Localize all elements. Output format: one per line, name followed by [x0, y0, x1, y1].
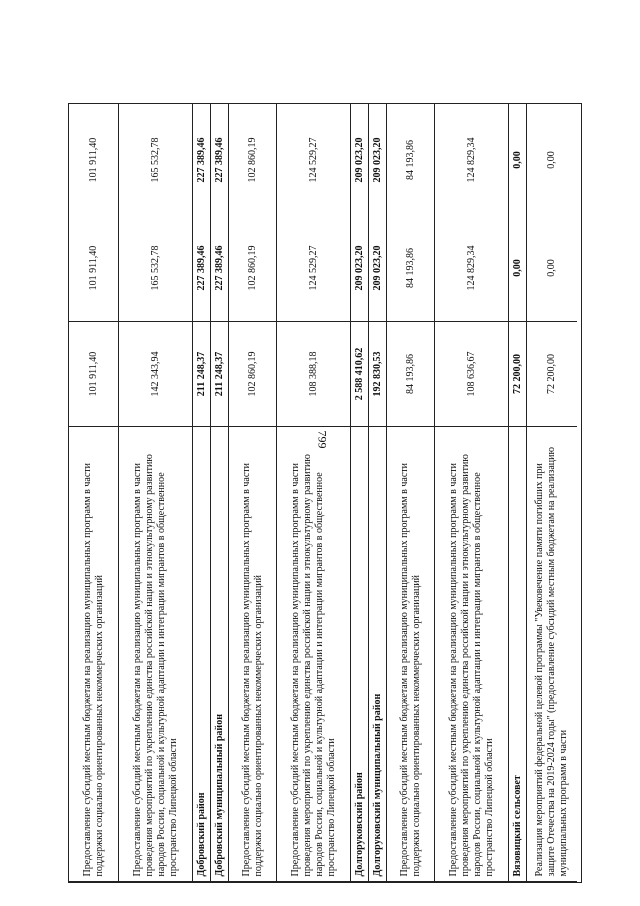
- value-2022: [527, 322, 577, 427]
- value-2023: [509, 215, 526, 322]
- table-row: [69, 104, 119, 882]
- row-label: [387, 427, 434, 882]
- value-2022-text: 72 200,00: [511, 354, 523, 394]
- value-2024: [509, 104, 526, 215]
- value-2024: [119, 104, 192, 215]
- value-2023-text: 209 023,20: [353, 245, 365, 291]
- value-2022-text: 142 343,94: [149, 351, 161, 397]
- value-2022-text: 2 588 410,62: [353, 347, 365, 401]
- value-2023: [435, 215, 508, 322]
- table-row: [369, 104, 387, 882]
- value-2024-text: 0,00: [511, 150, 523, 169]
- value-2024-text: 102 860,19: [246, 137, 258, 182]
- value-2022: [387, 322, 434, 427]
- value-2023: [193, 215, 210, 322]
- value-2022-text: 72 200,00: [546, 354, 557, 394]
- row-label: [229, 427, 276, 882]
- value-2022: [119, 322, 192, 427]
- table-row: [193, 104, 211, 882]
- budget-table: [68, 103, 582, 883]
- value-2022: [351, 322, 368, 427]
- value-2024-text: 227 389,46: [195, 137, 207, 182]
- value-2022-text: 84 193,86: [404, 354, 416, 394]
- row-label: [211, 427, 228, 882]
- row-label-text: Предоставление субсидий местным бюджетам на реализацию муниципальных программ в части проведения мероприятий по укреплению единства российской нации и этнокультурному развитию народов России, социальной и культурной адаптации и интеграции мигрантов в общественное пространство Липецкой области: [447, 454, 495, 877]
- table-row: [351, 104, 369, 882]
- value-2022: [69, 322, 118, 427]
- table-row: [387, 104, 435, 882]
- value-2024-text: 209 023,20: [371, 137, 383, 182]
- row-label-text: Предоставление субсидий местным бюджетам на реализацию муниципальных программ в части проведения мероприятий по укреплению единства российской нации и этнокультурному развитию народов России, социальной и культурной адаптации и интеграции мигрантов в общественное пространство Липецкой области: [289, 454, 337, 877]
- value-2024: [369, 104, 386, 215]
- value-2023-text: 84 193,86: [404, 248, 416, 288]
- value-2023: [277, 215, 350, 322]
- value-2022-text: 101 911,40: [87, 351, 99, 397]
- value-2022-text: 108 636,67: [465, 351, 477, 397]
- value-2023: [211, 215, 228, 322]
- table-row: [527, 104, 577, 882]
- table-row: [509, 104, 527, 882]
- row-label: [119, 427, 192, 882]
- value-2024: [527, 104, 577, 215]
- table-row: [229, 104, 277, 882]
- row-label: [277, 427, 350, 882]
- value-2023-text: 209 023,20: [371, 245, 383, 291]
- value-2024: [277, 104, 350, 215]
- value-2023: [387, 215, 434, 322]
- row-label: [369, 427, 386, 882]
- row-label-text: Предоставление субсидий местным бюджетам на реализацию муниципальных программ в части поддержки социально ориентированных некоммерческих организаций: [81, 463, 105, 877]
- row-label-text: Долгоруковский район: [353, 772, 365, 877]
- value-2023-text: 227 389,46: [213, 245, 225, 291]
- value-2022-text: 211 248,37: [195, 351, 207, 397]
- row-label-text: Добровский муниципальный район: [213, 714, 225, 877]
- value-2024-text: 101 911,40: [87, 137, 99, 182]
- value-2024-text: 124 529,27: [307, 137, 319, 182]
- row-label: [527, 427, 577, 882]
- value-2022-text: 192 830,53: [371, 351, 383, 397]
- value-2023-text: 102 860,19: [246, 245, 258, 291]
- value-2023: [369, 215, 386, 322]
- value-2024-text: 84 193,86: [404, 139, 416, 180]
- value-2024: [69, 104, 118, 215]
- row-label-text: Предоставление субсидий местным бюджетам на реализацию муниципальных программ в части поддержки социально ориентированных некоммерческих организаций: [398, 463, 422, 877]
- value-2023: [69, 215, 118, 322]
- table-row: [277, 104, 351, 882]
- table-row: [119, 104, 193, 882]
- value-2023: [351, 215, 368, 322]
- row-label: [351, 427, 368, 882]
- value-2023: [229, 215, 276, 322]
- row-label: [509, 427, 526, 882]
- value-2024: [387, 104, 434, 215]
- value-2022: [435, 322, 508, 427]
- value-2023-text: 101 911,40: [87, 245, 99, 291]
- row-label-text: Реализация мероприятий федеральной целевой программы "Увековечение памяти погибших при защите Отечества на 2019-2024 годы" (предоставление субсидий местным бюджетам на реализацию муниципальных программ в части: [534, 447, 569, 877]
- value-2024-text: 0,00: [546, 150, 557, 169]
- value-2022: [509, 322, 526, 427]
- page-number: 799: [315, 430, 330, 449]
- value-2023: [119, 215, 192, 322]
- value-2023-text: 0,00: [511, 259, 523, 277]
- value-2022: [193, 322, 210, 427]
- value-2022: [229, 322, 276, 427]
- value-2023-text: 124 829,34: [465, 245, 477, 291]
- row-label-text: Предоставление субсидий местным бюджетам на реализацию муниципальных программ в части проведения мероприятий по укреплению единства российской нации и этнокультурному развитию народов России, социальной и культурной адаптации и интеграции мигрантов в общественное пространство Липецкой области: [131, 454, 179, 877]
- value-2022: [211, 322, 228, 427]
- row-label: [193, 427, 210, 882]
- value-2022-text: 102 860,19: [246, 351, 258, 397]
- value-2022-text: 211 248,37: [213, 351, 225, 397]
- value-2023: [527, 215, 577, 322]
- row-label-text: Вязовицкий сельсовет: [511, 775, 523, 877]
- value-2024: [229, 104, 276, 215]
- value-2023-text: 0,00: [546, 259, 557, 277]
- value-2024: [351, 104, 368, 215]
- row-label-text: Добровский район: [195, 792, 207, 877]
- value-2023-text: 227 389,46: [195, 245, 207, 291]
- value-2022-text: 108 388,18: [307, 351, 319, 397]
- row-label: [435, 427, 508, 882]
- value-2024-text: 165 532,78: [149, 137, 161, 182]
- value-2023-text: 165 532,78: [149, 245, 161, 291]
- value-2022: [277, 322, 350, 427]
- value-2023-text: 124 529,27: [307, 245, 319, 291]
- table-row: [211, 104, 229, 882]
- row-label-text: Предоставление субсидий местным бюджетам на реализацию муниципальных программ в части поддержки социально ориентированных некоммерческих организаций: [240, 463, 264, 877]
- value-2024: [211, 104, 228, 215]
- value-2024: [193, 104, 210, 215]
- value-2024-text: 124 829,34: [465, 137, 477, 182]
- value-2022: [369, 322, 386, 427]
- value-2024-text: 209 023,20: [353, 137, 365, 182]
- row-label: [69, 427, 118, 882]
- table-row: [435, 104, 509, 882]
- value-2024-text: 227 389,46: [213, 137, 225, 182]
- row-label-text: Долгоруковский муниципальный район: [371, 693, 383, 877]
- value-2024: [435, 104, 508, 215]
